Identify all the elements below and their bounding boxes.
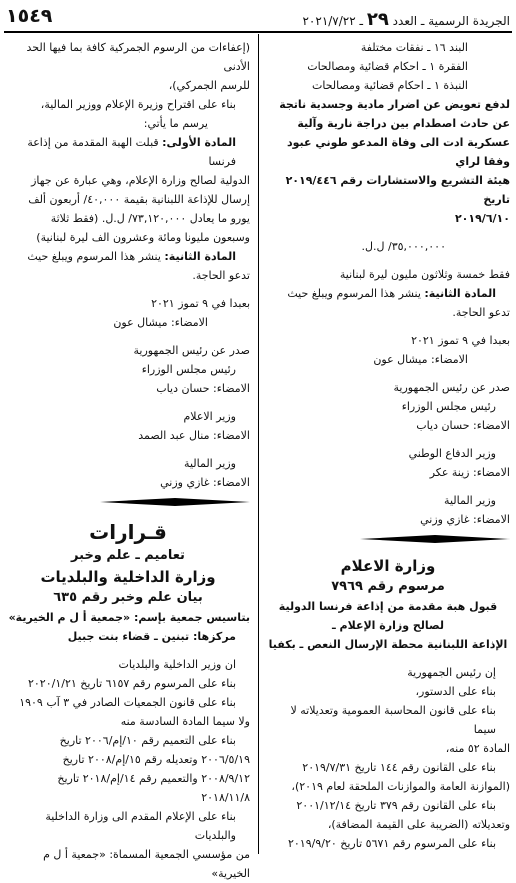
issued-by: صدر عن رئيس الجمهورية (393, 381, 510, 394)
signature-info: الامضاء: منال عبد الصمد (138, 429, 250, 442)
right-column (266, 38, 510, 856)
purpose-line: ٢٠١٩/٦/١٠ (454, 212, 510, 225)
body-line: بناء على التعميم رقم ١٠/إم/٢٠٠٦ تاريخ (59, 734, 236, 747)
intro-line: بناء على القانون رقم ٣٧٩ تاريخ ٢٠٠١/١٢/١٤ (296, 799, 496, 812)
baabda-date: بعبدا في ٩ تموز ٢٠٢١ (411, 334, 510, 347)
body-line: ولا سيما المادة السادسة منه (120, 715, 250, 728)
body-line: بناء على المرسوم رقم ٦١٥٧ تاريخ ٢٠٢٠/١/٢١ (27, 677, 236, 690)
ministry-heading: وزارة الاعلام (340, 557, 436, 575)
purpose-line: عن حادث اصطدام بين دراجة نارية وآلية (297, 117, 510, 130)
finance-title: وزير المالية (184, 457, 236, 470)
subject-line: لصالح وزارة الإعلام ـ (331, 619, 445, 632)
issued-by: صدر عن رئيس الجمهورية (133, 344, 250, 357)
signature-pm: الامضاء: حسان دياب (416, 419, 510, 432)
article-1-line: يورو ما يعادل ٧٣,١٢٠,٠٠٠/ ل.ل. (فقط ثلاثة (50, 212, 250, 225)
pm-title: رئيس مجلس الوزراء (141, 363, 236, 376)
article-1-line: الدولية لصالح وزارة الإعلام، وهي عبارة عن جهاز (31, 174, 250, 187)
budget-line: البند ١٦ ـ نفقات مختلفة (360, 41, 468, 54)
section-divider (100, 498, 250, 506)
purpose-line: هيئة التشريع والاستشارات رقم ٢٠١٩/٤٤٦ تاريخ (285, 174, 510, 206)
article-2 (6, 247, 250, 266)
journal-title (302, 9, 510, 30)
exemption-line: للرسم الجمركي)، (168, 79, 250, 92)
intro-line: بناء على القانون رقم ١٤٤ تاريخ ٢٠١٩/٧/٣١ (302, 761, 496, 774)
issue-number: ٢٩ (366, 9, 389, 30)
budget-line: النبذة ١ ـ احكام قضائية ومصالحات (312, 79, 468, 92)
decisions-heading: قـرارات (89, 520, 167, 544)
body-line: بناء على الإعلام المقدم الى وزارة الداخلية والبلديات (45, 810, 236, 842)
article-text: ينشر هذا المرسوم ويبلغ حيث (287, 287, 425, 300)
article-label: المادة الثانية: (164, 250, 236, 263)
baabda-date: بعبدا في ٩ تموز ٢٠٢١ (151, 297, 250, 310)
intro-line: بناء على الدستور، (415, 685, 496, 698)
signature-president: الامضاء: ميشال عون (373, 353, 468, 366)
article-text: ينشر هذا المرسوم ويبلغ حيث (27, 250, 165, 263)
budget-line: الفقرة ١ ـ احكام قضائية ومصالحات (307, 60, 468, 73)
article-label: المادة الأولى: (162, 136, 236, 149)
subject-line: الإذاعة اللبنانية محطة الإرسال النعص ـ بكفيا (268, 638, 508, 651)
body-line: ٢٠٠٦/٥/١٩ وتعديله رقم ١٥/إم/٢٠٠٨ تاريخ (62, 753, 250, 766)
exemption-line: بناء على اقتراح وزيرة الإعلام ووزير المالية، (40, 98, 236, 111)
signature-finance: الامضاء: غازي وزني (420, 513, 510, 526)
article-2-cont: تدعو الحاجة. (192, 269, 250, 282)
article-1-line: وسبعون مليونا ومائة وعشرون الف ليرة لبنانية) (36, 231, 250, 244)
subject-line: قبول هبة مقدمة من إذاعة فرنسا الدولية (278, 600, 498, 613)
finance-title: وزير المالية (444, 494, 496, 507)
pm-title: رئيس مجلس الوزراء (401, 400, 496, 413)
body-line: بناء على قانون الجمعيات الصادر في ٣ آب ١٩٠٩ (19, 696, 236, 709)
intro-line: إن رئيس الجمهورية (407, 666, 496, 679)
amount: ٣٥,٠٠٠,٠٠٠/ ل.ل. (361, 240, 446, 253)
page-header (4, 4, 510, 30)
column-divider (258, 34, 259, 854)
body-line: من مؤسسي الجمعية المسماة: «جمعية أ ل م الخيرية» (43, 848, 250, 880)
signature-president: الامضاء: ميشال عون (113, 316, 208, 329)
article-text: قبلت الهبة المقدمة من إذاعة فرنسا (27, 136, 236, 168)
info-title: وزير الاعلام (183, 410, 236, 423)
header-rule (4, 31, 512, 33)
section-heading: تعاميم ـ علم وخبر (71, 548, 185, 563)
notice-heading: بيان علم وخبر رقم ٦٣٥ (53, 590, 203, 605)
amount-words: فقط خمسة وثلاثون مليون ليرة لبنانية (339, 268, 510, 281)
hq-value: تبنين ـ قضاء بنت جبيل (67, 630, 193, 643)
section-divider (360, 535, 510, 543)
journal-prefix: الجريدة الرسمية ـ العدد (392, 14, 510, 28)
defense-title: وزير الدفاع الوطني (408, 447, 496, 460)
intro-line: وتعديلاته (الضريبة على القيمة المضافة)، (327, 818, 510, 831)
article-2 (266, 284, 510, 303)
exemption-line: (إعفاءات من الرسوم الجمركية كافة بما فيها الحد الأدنى (26, 41, 250, 73)
decree-heading: مرسوم رقم ٧٩٦٩ (331, 579, 445, 594)
article-1-line: إرسال للإذاعة اللبنانية بقيمة ٤٠,٠٠٠/ أربعون ألف (28, 193, 250, 206)
issue-date: ـ ٢٠٢١/٧/٢٢ (302, 14, 364, 28)
intro-line: المادة ٥٢ منه، (445, 742, 510, 755)
signature-pm: الامضاء: حسان دياب (156, 382, 250, 395)
body-line: ٢٠١٨/١١/٨ (201, 791, 250, 804)
signature-finance: الامضاء: غازي وزني (160, 476, 250, 489)
headquarters (6, 627, 250, 646)
association-line: بتاسيس جمعية بإسم: «جمعية أ ل م الخيرية» (8, 611, 250, 624)
purpose-line: لدفع تعويض عن اضرار مادية وجسدية ناتجة (279, 98, 510, 111)
page-number: ١٥٤٩ (6, 5, 53, 27)
body-line: ٢٠٠٨/٩/١٢ والتعميم رقم ١٤/إم/٢٠١٨ تاريخ (57, 772, 250, 785)
intro-line: بناء على المرسوم رقم ٥٦٧١ تاريخ ٢٠١٩/٩/٢٠ (287, 837, 496, 850)
hq-label: مركزها: (192, 630, 236, 643)
article-label: المادة الثانية: (424, 287, 496, 300)
article-2-cont: تدعو الحاجة. (452, 306, 510, 319)
ministry-heading: وزارة الداخلية والبلديات (40, 568, 216, 586)
intro-line: (الموازنة العامة والموازنات الملحقة لعام ٢٠١٩)، (291, 780, 510, 793)
decree-clause: يرسم ما يأتي: (143, 117, 208, 130)
article-1 (6, 133, 250, 171)
body-line: ان وزير الداخلية والبلديات (118, 658, 236, 671)
signature-defense: الامضاء: زينة عكر (429, 466, 510, 479)
intro-line: بناء على قانون المحاسبة العمومية وتعديلاته لا سيما (290, 704, 496, 736)
left-column (6, 38, 250, 880)
purpose-line: عسكرية ادت الى وفاة المدعو طوني عبود وفقا لراي (287, 136, 510, 168)
